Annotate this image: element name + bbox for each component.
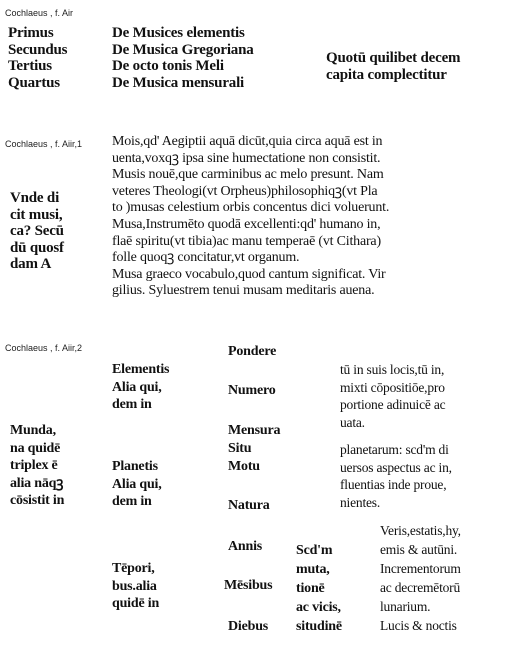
col3-diebus: Diebus (228, 619, 269, 634)
body-line: folle quoqꝫ concitatur,vt organum. (112, 250, 300, 266)
left-line: Munda, (10, 423, 56, 438)
mid-line: quidē in (112, 596, 160, 611)
sedm-line: situdinē (296, 619, 342, 634)
col3-situ: Situ (228, 441, 252, 456)
sedm-line: ac vicis, (296, 600, 341, 615)
margin-note (10, 190, 64, 273)
mid-line: dem in (112, 494, 152, 509)
col3-mensura: Mensura (228, 423, 281, 438)
right-lower (380, 521, 461, 635)
col3-annis: Annis (228, 539, 263, 554)
title-gregoriana: De Musica Gregoriana (112, 41, 254, 58)
ordinal-quartus: Quartus (8, 74, 60, 91)
secundum-column (296, 541, 342, 636)
sedm-line: muta, (296, 562, 330, 577)
col3-motu: Motu (228, 459, 260, 474)
summary-text (326, 50, 460, 83)
margin-note-line: Vnde di (10, 190, 60, 206)
body-line: Musa,Instrumēto quodā excellenti:qd' humano in, (112, 216, 381, 232)
mid-line: bus.alia (112, 578, 157, 594)
ordinal-primus: Primus (8, 25, 54, 41)
body-text (112, 134, 389, 300)
left-line: na quidē (10, 440, 61, 456)
body-line: veteres Theologi(vt Orpheus)philosophiqꝫ(vt Pla (112, 183, 378, 199)
right-line: Lucis & noctis (380, 618, 457, 633)
mid-line: Planetis (112, 459, 158, 474)
body-line: flaē spiritu(vt tibia)ac manu temperaē (vt Cithara) (112, 233, 381, 249)
titles-column (112, 25, 254, 91)
summary-line: capita complectitur (326, 66, 447, 83)
ordinals-column (8, 25, 67, 91)
title-octo-tonis: De octo tonis Meli (112, 58, 224, 74)
planetis-group (112, 458, 162, 511)
panel-1-label: Cochlaeus , f. Air (5, 8, 74, 18)
col3-numero: Numero (228, 383, 276, 398)
margin-note-line: dam A (10, 256, 52, 273)
elementis-group (112, 361, 169, 414)
body-line: Musa graeco vocabulo,quod cantum significat. Vir (112, 266, 386, 282)
col3-pondere: Pondere (228, 344, 277, 359)
right-middle (340, 441, 452, 511)
title-elementis: De Musices elementis (112, 25, 245, 41)
left-line: alia nāqꝫ (10, 475, 64, 491)
summary-line: Quotū quilibet decem (326, 50, 461, 66)
body-line: uenta,voxqꝫ ipsa sine humectatione non consistit. (112, 150, 381, 166)
body-line: Mois,qd' Aegiptii aquā dicūt,quia circa aquā est in (112, 134, 383, 149)
right-line: uata. (340, 414, 365, 430)
panel-2-label: Cochlaeus , f. Aiir,1 (5, 139, 83, 149)
mid-line: dem in (112, 397, 152, 412)
margin-note-line: dū quosf (10, 239, 64, 256)
right-line: tū in suis locis,tū in, (340, 362, 445, 377)
right-line: Incrementorum (380, 561, 461, 576)
col3-natura: Natura (228, 498, 270, 513)
right-line: ac decremētorū (380, 580, 461, 595)
left-line: triplex ē (10, 458, 58, 473)
temporibus-group (112, 560, 159, 613)
mid-line: Tēpori, (112, 561, 155, 576)
right-line: planetarum: scd'm di (340, 442, 449, 457)
mid-line: Elementis (112, 362, 170, 377)
right-line: portione adinuicē ac (340, 397, 446, 412)
right-line: uersos aspectus ac in, (340, 459, 452, 475)
ordinal-tertius: Tertius (8, 58, 52, 74)
right-upper (340, 361, 445, 431)
sedm-line: Scd'm (296, 543, 333, 558)
right-line: fluentias inde proue, (340, 477, 447, 492)
left-column (10, 422, 64, 510)
mid-line: Alia qui, (112, 476, 162, 492)
sedm-line: tionē (296, 581, 325, 596)
right-line: lunarium. (380, 599, 431, 614)
margin-note-line: ca? Secū (10, 223, 64, 240)
right-line: Veris,estatis,hy, (380, 523, 461, 538)
col3-mensibus: Mēsibus (224, 578, 273, 593)
ordinal-secundus: Secundus (8, 41, 68, 58)
body-line: to )musas celestium orbis concentus dici voluerunt. (112, 200, 390, 216)
margin-note-line: cit musi, (10, 206, 63, 223)
mid-line: Alia qui, (112, 379, 162, 395)
right-line: nientes. (340, 494, 381, 510)
body-line: Musis nouē,que carminibus ac melo presunt. Nam (112, 167, 384, 183)
body-line: gilius. Syluestrem tenui musam meditaris auena. (112, 283, 375, 299)
right-line: emis & autūni. (380, 542, 458, 557)
title-mensurali: De Musica mensurali (112, 74, 245, 91)
panel-3-label: Cochlaeus , f. Aiir,2 (5, 343, 83, 353)
right-line: mixti cōpositiōe,pro (340, 379, 445, 395)
left-line: cōsistit in (10, 493, 65, 508)
